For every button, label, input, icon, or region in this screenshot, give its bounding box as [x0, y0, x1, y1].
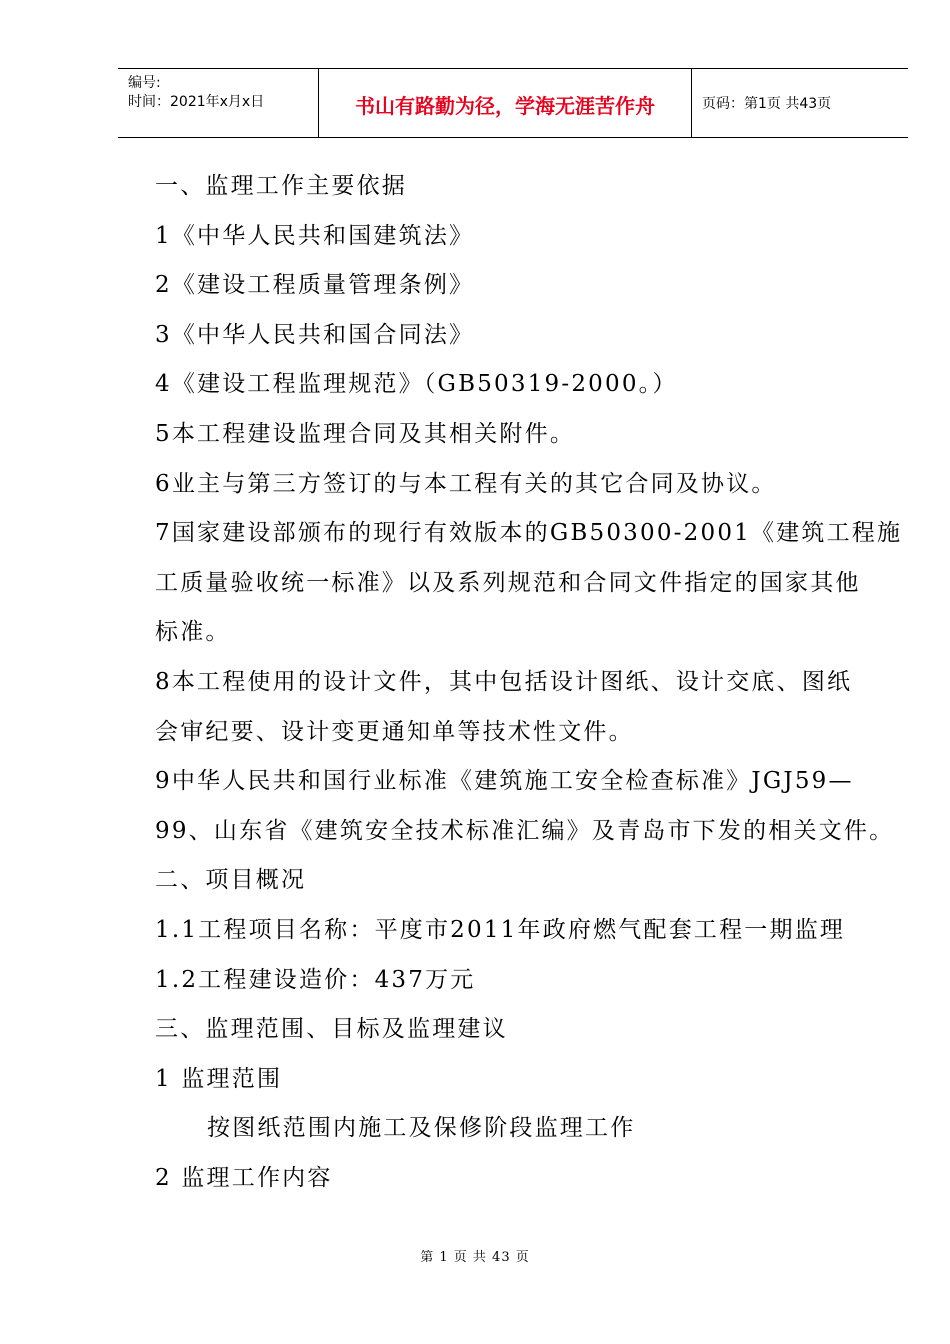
document-body	[155, 162, 903, 1203]
section-heading: 二、项目概况	[155, 867, 307, 894]
body-line: 2《建设工程质量管理条例》	[155, 272, 475, 299]
header-page-info: 页码：第1页 共43页	[702, 96, 832, 112]
header-page-cell	[692, 69, 908, 137]
body-line: 1.2工程建设造价：437万元	[155, 966, 476, 993]
document-code: 编号:	[128, 75, 161, 91]
body-line: 7国家建设部颁布的现行有效版本的GB50300-2001《建筑工程施	[155, 520, 903, 547]
page-header	[118, 68, 908, 138]
body-line: 5本工程建设监理合同及其相关附件。	[155, 420, 576, 447]
body-line: 8本工程使用的设计文件，其中包括设计图纸、设计交底、图纸	[155, 668, 853, 695]
body-line: 6业主与第三方签订的与本工程有关的其它合同及协议。	[155, 470, 777, 497]
header-meta-cell	[118, 69, 318, 137]
section-heading: 三、监理范围、目标及监理建议	[155, 1016, 508, 1043]
body-line: 1《中华人民共和国建筑法》	[155, 222, 475, 249]
body-line: 1 监理范围	[155, 1065, 283, 1092]
section-heading: 一、监理工作主要依据	[155, 173, 407, 199]
body-line: 9中华人民共和国行业标准《建筑施工安全检查标准》JGJ59—	[155, 768, 854, 795]
body-line: 99、山东省《建筑安全技术标准汇编》及青岛市下发的相关文件。	[155, 817, 895, 844]
body-line: 按图纸范围内施工及保修阶段监理工作	[207, 1115, 636, 1142]
body-line: 3《中华人民共和国合同法》	[155, 321, 475, 348]
body-line: 1.1工程项目名称：平度市2011年政府燃气配套工程一期监理	[155, 916, 846, 943]
header-motto: 书山有路勤为径，学海无涯苦作舟	[355, 94, 655, 118]
document-time: 时间：2021年x月x日	[128, 94, 265, 110]
body-line: 4《建设工程监理规范》（GB50319-2000。）	[155, 371, 678, 398]
body-line: 会审纪要、设计变更通知单等技术性文件。	[155, 718, 634, 745]
body-line: 标准。	[155, 619, 231, 646]
header-motto-cell	[318, 69, 692, 137]
page-footer: 第 1 页 共 43 页	[420, 1250, 530, 1265]
body-line: 2 监理工作内容	[155, 1164, 333, 1191]
body-line: 工质量验收统一标准》以及系列规范和合同文件指定的国家其他	[155, 569, 861, 596]
